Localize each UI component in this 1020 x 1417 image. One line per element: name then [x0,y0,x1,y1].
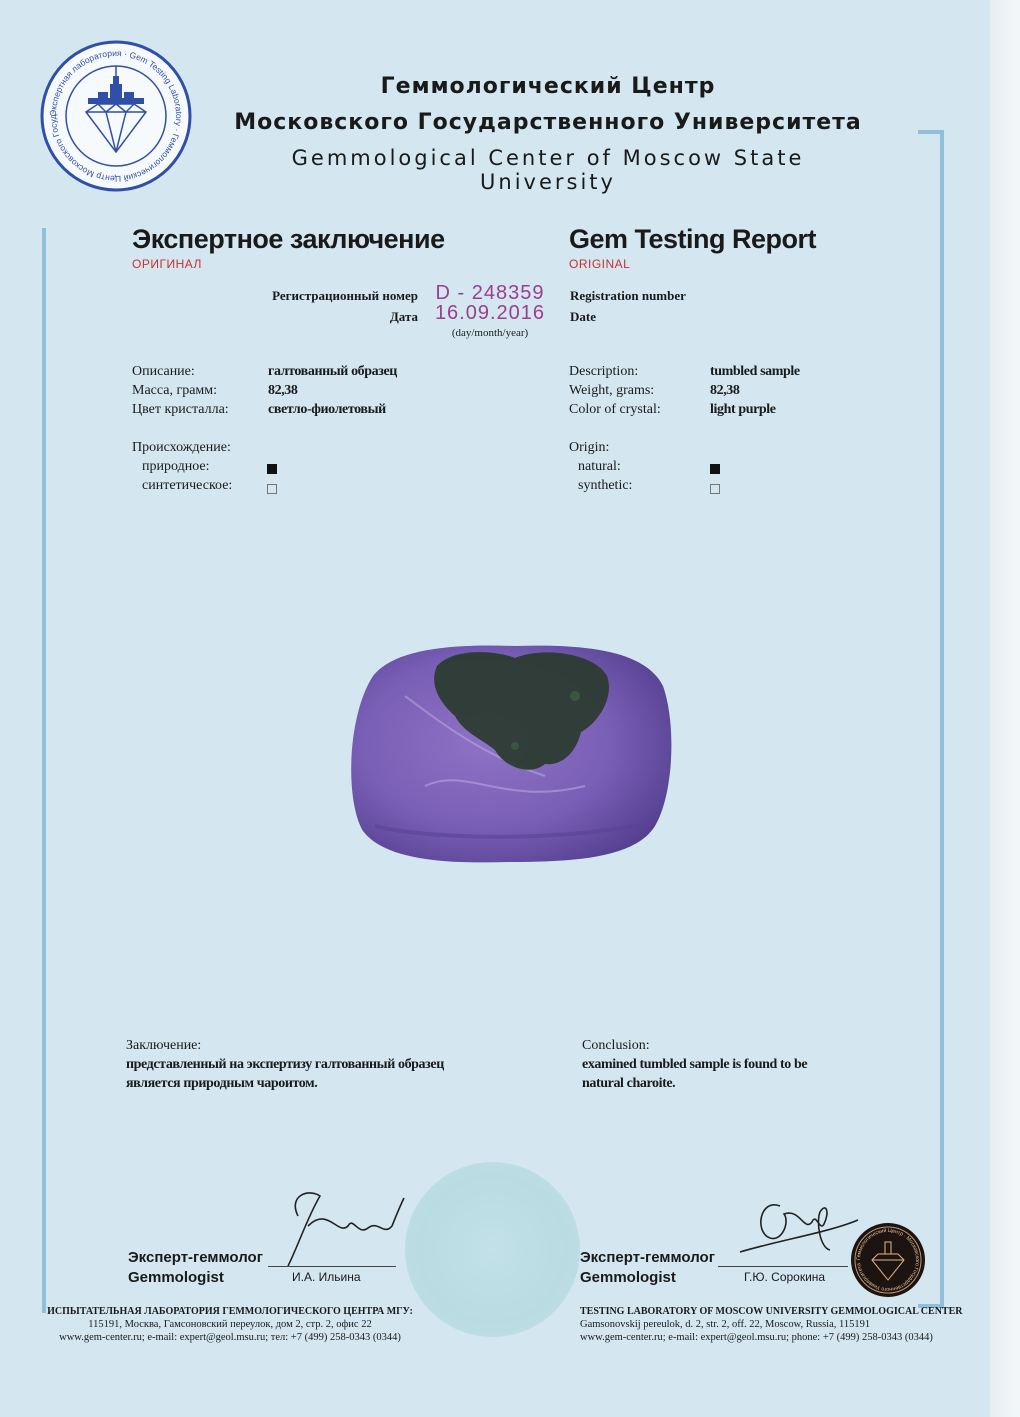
signature-line-left [268,1266,396,1267]
synthetic-label-en: synthetic: [578,478,633,493]
title-en: Gem Testing Report [569,224,817,254]
date-format: (day/month/year) [451,327,529,339]
synthetic-checkbox-ru [267,484,277,494]
signature-right [720,1192,860,1268]
logo-ring-text: Экспертная лаборатория · Gem Testing Laboratory · Геммологический Центр Московского Госуд [47,47,185,185]
reg-number: D - 248359 [435,282,545,304]
description-label-en: Description: [569,364,639,379]
footer-ru-line2: 115191, Москва, Гамсоновский переулок, дом 2, стр. 2, офис 22 [88,1319,372,1330]
watermark-seal [405,1162,580,1337]
color-ru: светло-фиолетовый [268,402,386,417]
signature-right-icon [720,1192,860,1268]
signature-left-icon [268,1186,408,1270]
conclusion-line2-ru: является природным чароитом. [126,1076,318,1091]
natural-label-ru: природное: [142,459,210,474]
footer-en-line1: TESTING LABORATORY OF MOSCOW UNIVERSITY GEMMOLOGICAL CENTER [580,1306,963,1317]
conclusion-line1-ru: представленный на экспертизу галтованный образец [126,1057,444,1072]
reg-label-en: Registration number [570,288,686,303]
frame-line-top-right [918,130,940,134]
color-en: light purple [710,402,776,417]
title-ru: Экспертное заключение [132,224,445,254]
header-line-1: Геммологический Центр [380,74,716,99]
origin-label-en: Origin: [569,440,610,455]
stamp-ring-text: Геммологический Центр · Московского Государственного Университета [855,1227,921,1293]
color-label-ru: Цвет кристалла: [132,402,229,417]
conclusion-label-en: Conclusion: [582,1038,650,1053]
signature-title-ru-right: Эксперт-геммолог [580,1249,715,1266]
conclusion-line1-en: examined tumbled sample is found to be [582,1057,808,1072]
signature-name-left: И.А. Ильина [292,1270,361,1284]
footer-en-line2: Gamsonovskij pereulok, d. 2, str. 2, off. 22, Moscow, Russia, 115191 [580,1319,871,1330]
original-en: ORIGINAL [569,257,631,271]
original-ru: ОРИГИНАЛ [132,257,202,271]
natural-checkbox-en [710,464,720,474]
signature-title-en-left: Gemmologist [128,1269,224,1286]
date-label-en: Date [570,309,596,324]
conclusion-line2-en: natural charoite. [582,1076,676,1091]
center-stamp [850,1222,926,1298]
charoite-stone-icon [345,636,675,864]
description-en: tumbled sample [710,364,800,379]
charoite-stone-photo [345,636,675,864]
logo-seal-icon [40,40,192,192]
signature-title-en-right: Gemmologist [580,1269,676,1286]
color-label-en: Color of crystal: [569,402,661,417]
footer-ru-line1: ИСПЫТАТЕЛЬНАЯ ЛАБОРАТОРИЯ ГЕММОЛОГИЧЕСКОГО ЦЕНТРА МГУ: [47,1306,413,1317]
weight-ru: 82,38 [268,383,298,398]
synthetic-label-ru: синтетическое: [142,478,233,493]
conclusion-label-ru: Заключение: [126,1038,202,1053]
description-label-ru: Описание: [132,364,195,379]
header-line-3: Gemmological Center of Moscow State University [291,146,805,194]
frame-line-left [42,228,46,1313]
origin-label-ru: Происхождение: [132,440,231,455]
description-ru: галтованный образец [268,364,397,379]
signature-title-ru-left: Эксперт-геммолог [128,1249,263,1266]
header-line-2: Московского Государственного Университета [234,110,862,135]
natural-label-en: natural: [578,459,621,474]
natural-checkbox-ru [267,464,277,474]
logo-seal [40,40,192,192]
date-label-ru: Дата [389,309,418,324]
weight-label-ru: Масса, грамм: [132,383,218,398]
frame-bracket-right [918,130,944,1308]
weight-en: 82,38 [710,383,740,398]
signature-line-right [718,1266,848,1267]
weight-label-en: Weight, grams: [569,383,655,398]
footer-ru-line3: www.gem-center.ru; e-mail: expert@geol.msu.ru; тел: +7 (499) 258-0343 (0344) [59,1332,401,1343]
center-stamp-icon [850,1222,926,1298]
paper-edge [990,0,1020,1417]
footer-en-line3: www.gem-center.ru; e-mail: expert@geol.msu.ru; phone: +7 (499) 258-0343 (0344) [580,1332,933,1343]
signature-name-right: Г.Ю. Сорокина [744,1270,826,1284]
signature-left [268,1186,408,1270]
reg-label-ru: Регистрационный номер [272,288,418,303]
synthetic-checkbox-en [710,484,720,494]
report-date: 16.09.2016 [434,302,546,324]
